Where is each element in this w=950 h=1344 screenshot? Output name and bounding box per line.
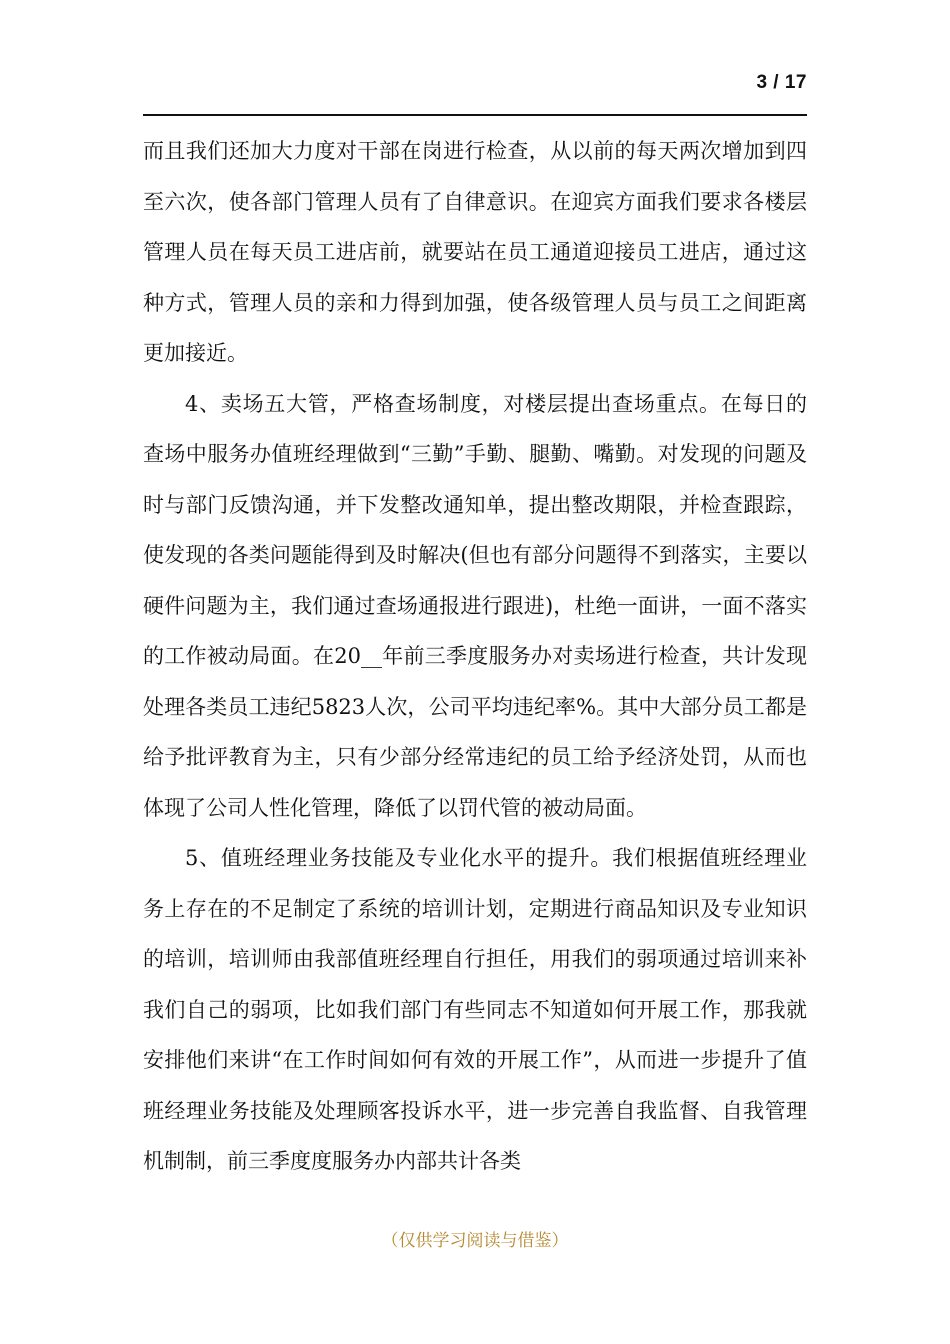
document-body (143, 126, 807, 1187)
footer-note: （仅供学习阅读与借鉴） (381, 1231, 569, 1251)
paragraph-continuation: 而且我们还加大力度对干部在岗进行检查，从以前的每天两次增加到四至六次，使各部门管理人员有了自律意识。在迎宾方面我们要求各楼层管理人员在每天员工进店前，就要站在员工通道迎接员工进店，通过这种方式，管理人员的亲和力得到加强，使各级管理人员与员工之间距离更加接近。 (143, 139, 807, 365)
header-divider (143, 114, 807, 116)
paragraph-item-5: 5、值班经理业务技能及专业化水平的提升。我们根据值班经理业务上存在的不足制定了系统的培训计划，定期进行商品知识及专业知识的培训，培训师由我部值班经理自行担任，用我们的弱项通过培训来补我们自己的弱项，比如我们部门有些同志不知道如何开展工作，那我就安排他们来讲“在工作时间如何有效的开展工作”，从而进一步提升了值班经理业务技能及处理顾客投诉水平，进一步完善自我监督、自我管理机制制，前三季度度服务办内部共计各类 (143, 846, 807, 1173)
page-number: 3 / 17 (756, 72, 807, 93)
paragraph-item-4: 4、卖场五大管，严格查场制度，对楼层提出查场重点。在每日的查场中服务办值班经理做到“三勤”手勤、腿勤、嘴勤。对发现的问题及时与部门反馈沟通，并下发整改通知单，提出整改期限，并检查跟踪，使发现的各类问题能得到及时解决(但也有部分问题得不到落实，主要以硬件问题为主，我们通过查场通报进行跟进)，杜绝一面讲，一面不落实的工作被动局面。在20__年前三季度服务办对卖场进行检查，共计发现处理各类员工违纪5823人次，公司平均违纪率%。其中大部分员工都是给予批评教育为主，只有少部分经常违纪的员工给予经济处罚，从而也体现了公司人性化管理，降低了以罚代管的被动局面。 (143, 391, 807, 820)
